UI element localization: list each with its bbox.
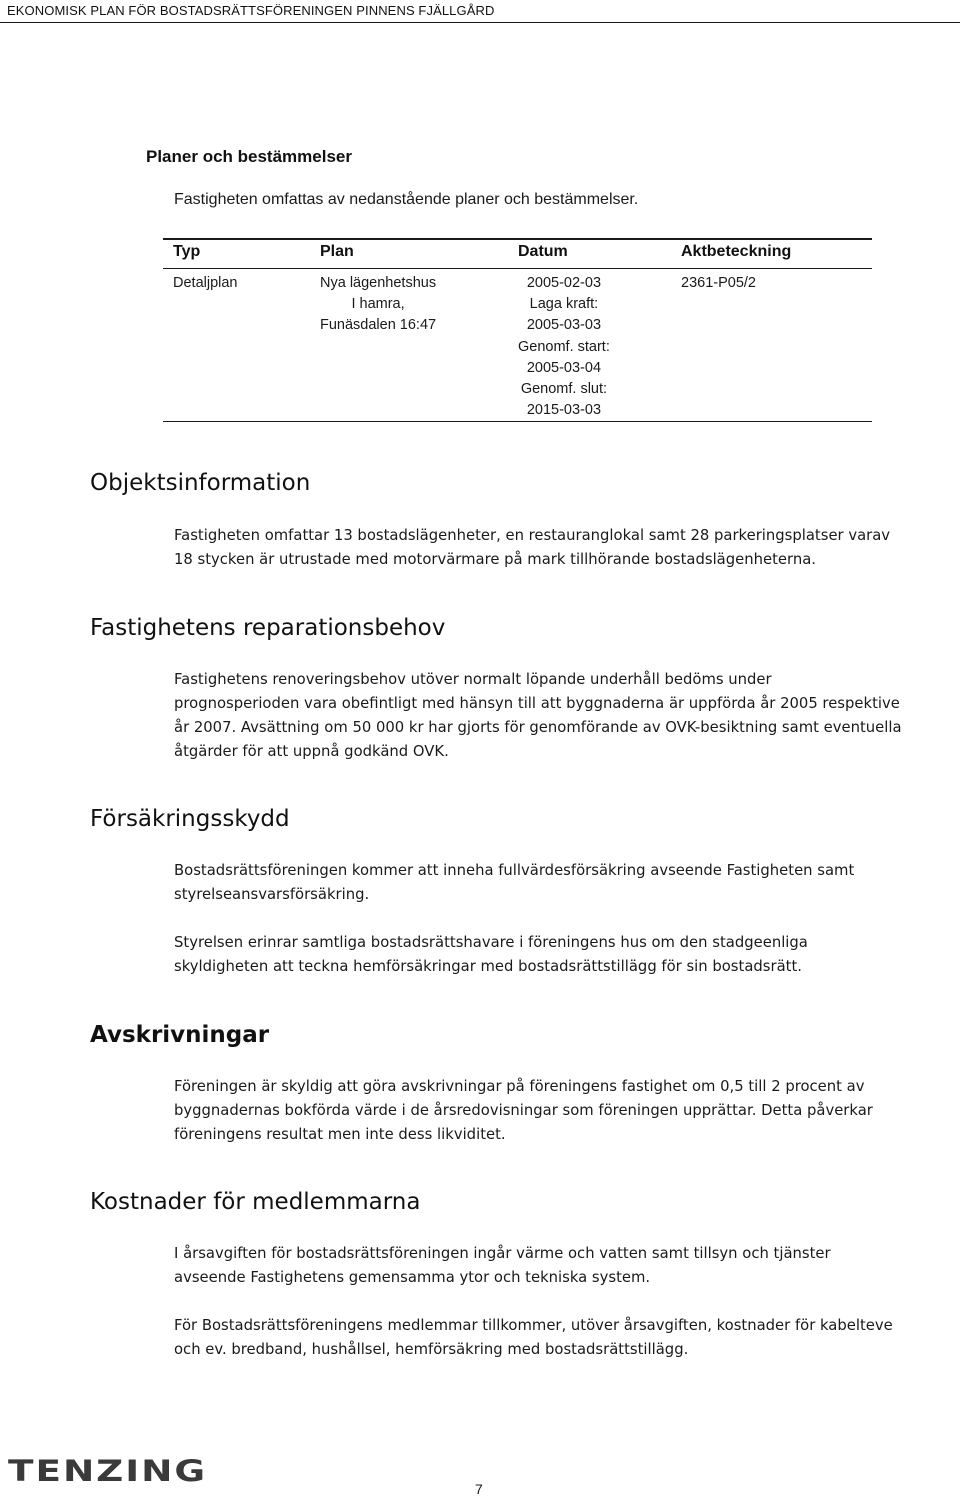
avskrivning-heading: Avskrivningar <box>90 1022 270 1048</box>
col-header-aktbeteckning: Aktbeteckning <box>681 243 792 260</box>
table-top-rule <box>163 238 872 240</box>
tenzing-logo <box>8 1456 208 1484</box>
col-header-typ: Typ <box>173 243 201 260</box>
plans-intro: Fastigheten omfattas av nedanstående planer och bestämmelser. <box>174 191 639 208</box>
plans-title: Planer och bestämmelser <box>146 147 352 166</box>
table-bottom-rule <box>163 421 872 422</box>
col-header-plan: Plan <box>320 243 354 260</box>
kostnader-paragraph-1: I årsavgiften för bostadsrättsföreningen ingår värme och vatten samt tillsyn och tjänster avseende Fastighetens gemensamma ytor och tekniska system. <box>174 1245 831 1286</box>
logo-wordmark: TENZING <box>8 1456 207 1484</box>
reparation-heading: Fastighetens reparationsbehov <box>90 615 446 641</box>
avskrivning-paragraph: Föreningen är skyldig att göra avskrivningar på föreningens fastighet om 0,5 till 2 procent av byggnadernas bokförda värde i de årsredovisningar som föreningen upprättar. Detta påverkar föreningens resultat men inte dess likviditet. <box>174 1078 873 1143</box>
cell-typ: Detaljplan <box>173 275 238 291</box>
forsakring-heading: Försäkringsskydd <box>90 806 290 832</box>
kostnader-heading: Kostnader för medlemmarna <box>90 1189 421 1215</box>
header-title: EKONOMISK PLAN FÖR BOSTADSRÄTTSFÖRENINGEN PINNENS FJÄLLGÅRD <box>7 3 495 18</box>
forsakring-paragraph-2: Styrelsen erinrar samtliga bostadsrättshavare i föreningens hus om den stadgeenliga skyldigheten att teckna hemförsäkringar med bostadsrättstillägg för sin bostadsrätt. <box>174 934 808 975</box>
objekt-heading: Objektsinformation <box>90 470 311 496</box>
page-number: 7 <box>475 1481 483 1497</box>
col-header-datum: Datum <box>518 243 568 260</box>
cell-aktbeteckning: 2361-P05/2 <box>681 275 756 291</box>
cell-plan: Nya lägenhetshus I hamra, Funäsdalen 16:47 <box>320 275 437 334</box>
cell-datum: 2005-02-03 Laga kraft: 2005-03-03 Genomf. start: 2005-03-04 Genomf. slut: 2015-03-03 <box>518 275 610 419</box>
table-header-rule <box>163 268 872 269</box>
plans-table <box>163 238 872 424</box>
page-header <box>0 0 960 23</box>
reparation-paragraph: Fastighetens renoveringsbehov utöver normalt löpande underhåll bedöms under prognosperioden vara obefintligt med hänsyn till att byggnaderna är uppförda år 2005 respektive år 2007. Avsättning om 50 000 kr har gjorts för genomförande av OVK-besiktning samt eventuella åtgärder för att uppnå godkänd OVK. <box>174 671 902 760</box>
forsakring-paragraph-1: Bostadsrättsföreningen kommer att inneha fullvärdesförsäkring avseende Fastigheten samt styrelseansvarsförsäkring. <box>174 862 855 903</box>
kostnader-paragraph-2: För Bostadsrättsföreningens medlemmar tillkommer, utöver årsavgiften, kostnader för kabelteve och ev. bredband, hushållsel, hemförsäkring med bostadsrättstillägg. <box>174 1317 893 1358</box>
objekt-paragraph: Fastigheten omfattar 13 bostadslägenheter, en restauranglokal samt 28 parkeringsplatser varav 18 stycken är utrustade med motorvärmare på mark tillhörande bostadslägenheterna. <box>174 527 891 568</box>
